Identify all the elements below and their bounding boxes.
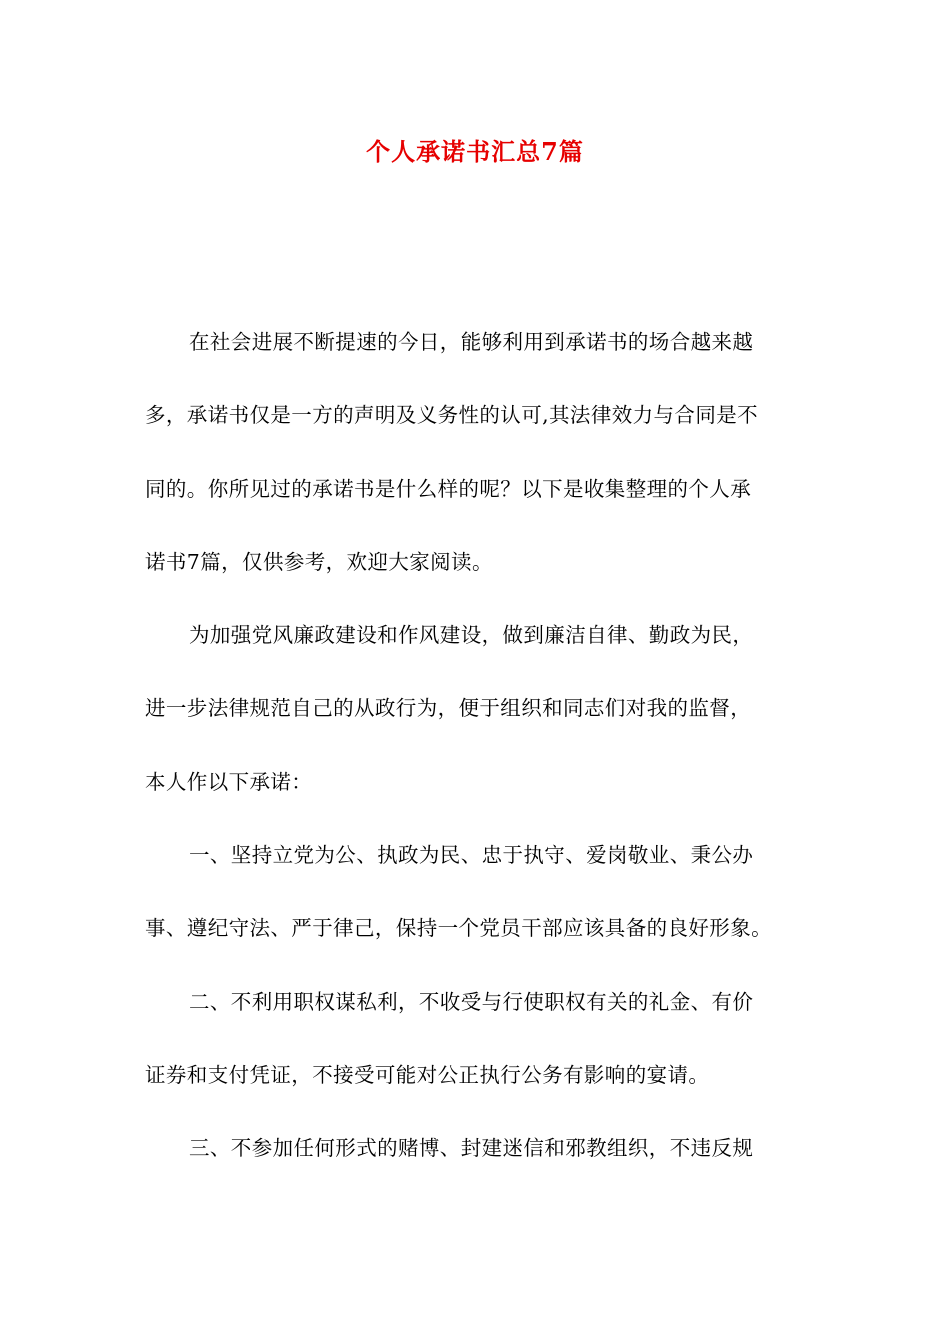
body-line: 在社会进展不断提速的今日，能够利用到承诺书的场合越来越 [189,330,754,354]
body-line: 多，承诺书仅是一方的声明及义务性的认可,其法律效力与合同是不 [145,403,759,428]
document-title: 个人承诺书汇总7篇 [366,137,584,166]
body-line: 一、坚持立党为公、执政为民、忠于执守、爱岗敬业、秉公办 [189,843,754,868]
body-line: 诺书7篇，仅供参考，欢迎大家阅读。 [145,549,493,574]
body-line: 二、不利用职权谋私利，不收受与行使职权有关的礼金、有价 [189,989,754,1014]
body-line: 进一步法律规范自己的从政行为，便于组织和同志们对我的监督， [145,696,752,721]
body-line: 三、不参加任何形式的赌博、封建迷信和邪教组织，不违反规 [189,1136,754,1161]
body-line: 为加强党风廉政建设和作风建设，做到廉洁自律、勤政为民， [189,623,754,648]
document-body [145,322,805,1202]
body-line: 同的。你所见过的承诺书是什么样的呢？以下是收集整理的个人承 [145,476,752,501]
body-line: 事、遵纪守法、严于律己，保持一个党员干部应该具备的良好形象。 [145,916,772,941]
body-line: 证券和支付凭证，不接受可能对公正执行公务有影响的宴请。 [145,1062,710,1087]
body-line: 本人作以下承诺： [145,769,313,794]
